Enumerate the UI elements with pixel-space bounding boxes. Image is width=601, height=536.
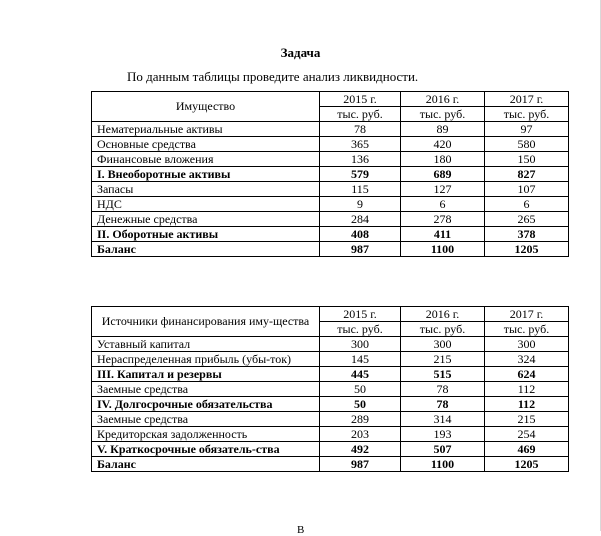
row-value: 1100 xyxy=(401,457,485,472)
unit-header: тыс. руб. xyxy=(401,322,485,337)
row-value: 284 xyxy=(320,212,401,227)
table-row xyxy=(92,122,569,137)
row-value: 411 xyxy=(401,227,485,242)
row-value: 827 xyxy=(485,167,569,182)
row-label: Уставный капитал xyxy=(92,337,320,352)
unit-header: тыс. руб. xyxy=(485,107,569,122)
row-value: 314 xyxy=(401,412,485,427)
row-value: 300 xyxy=(320,337,401,352)
year-header: 2017 г. xyxy=(485,307,569,322)
year-header: 2016 г. xyxy=(401,307,485,322)
row-value: 145 xyxy=(320,352,401,367)
row-label: Основные средства xyxy=(92,137,320,152)
row-label: Нематериальные активы xyxy=(92,122,320,137)
page-title: Задача xyxy=(280,45,321,60)
row-label: НДС xyxy=(92,197,320,212)
table-row xyxy=(92,337,569,352)
table-row xyxy=(92,442,569,457)
row-value: 115 xyxy=(320,182,401,197)
row-label: III. Капитал и резервы xyxy=(92,367,320,382)
table-row xyxy=(92,227,569,242)
row-value: 580 xyxy=(485,137,569,152)
row-label: V. Краткосрочные обязатель-ства xyxy=(92,442,320,457)
row-value: 492 xyxy=(320,442,401,457)
row-value: 408 xyxy=(320,227,401,242)
row-value: 515 xyxy=(401,367,485,382)
row-label: I. Внеоборотные активы xyxy=(92,167,320,182)
row-value: 136 xyxy=(320,152,401,167)
row-value: 1205 xyxy=(485,242,569,257)
row-value: 215 xyxy=(401,352,485,367)
unit-header: тыс. руб. xyxy=(320,107,401,122)
year-header: 2017 г. xyxy=(485,92,569,107)
row-value: 89 xyxy=(401,122,485,137)
row-label: Заемные средства xyxy=(92,382,320,397)
column-header-label: Имущество xyxy=(92,92,320,122)
table-row xyxy=(92,167,569,182)
row-value: 378 xyxy=(485,227,569,242)
row-value: 254 xyxy=(485,427,569,442)
year-header: 2015 г. xyxy=(320,92,401,107)
row-label: Баланс xyxy=(92,242,320,257)
year-header: 2016 г. xyxy=(401,92,485,107)
year-header: 2015 г. xyxy=(320,307,401,322)
row-value: 289 xyxy=(320,412,401,427)
row-value: 507 xyxy=(401,442,485,457)
row-label: Запасы xyxy=(92,182,320,197)
row-value: 150 xyxy=(485,152,569,167)
unit-header: тыс. руб. xyxy=(485,322,569,337)
liabilities-table xyxy=(91,306,569,472)
row-value: 78 xyxy=(401,397,485,412)
table-row xyxy=(92,382,569,397)
assets-table xyxy=(91,91,569,257)
row-value: 203 xyxy=(320,427,401,442)
row-value: 1205 xyxy=(485,457,569,472)
row-value: 112 xyxy=(485,382,569,397)
row-value: 300 xyxy=(401,337,485,352)
task-instruction: По данным таблицы проведите анализ ликвидности. xyxy=(127,69,419,84)
row-value: 579 xyxy=(320,167,401,182)
table-row xyxy=(92,457,569,472)
row-value: 624 xyxy=(485,367,569,382)
table-row xyxy=(92,427,569,442)
row-label: Кредиторская задолженность xyxy=(92,427,320,442)
row-label: Денежные средства xyxy=(92,212,320,227)
row-label: II. Оборотные активы xyxy=(92,227,320,242)
table-row xyxy=(92,197,569,212)
table-row xyxy=(92,137,569,152)
row-value: 50 xyxy=(320,382,401,397)
row-value: 107 xyxy=(485,182,569,197)
row-value: 78 xyxy=(401,382,485,397)
row-value: 50 xyxy=(320,397,401,412)
row-value: 215 xyxy=(485,412,569,427)
row-value: 469 xyxy=(485,442,569,457)
table-row xyxy=(92,212,569,227)
row-label: Баланс xyxy=(92,457,320,472)
row-label: Заемные средства xyxy=(92,412,320,427)
row-value: 78 xyxy=(320,122,401,137)
row-value: 6 xyxy=(401,197,485,212)
table-row xyxy=(92,152,569,167)
row-value: 365 xyxy=(320,137,401,152)
row-value: 6 xyxy=(485,197,569,212)
row-value: 112 xyxy=(485,397,569,412)
header-row xyxy=(92,92,569,107)
row-label: IV. Долгосрочные обязательства xyxy=(92,397,320,412)
row-value: 420 xyxy=(401,137,485,152)
row-value: 689 xyxy=(401,167,485,182)
row-value: 1100 xyxy=(401,242,485,257)
header-row xyxy=(92,307,569,322)
row-value: 193 xyxy=(401,427,485,442)
row-value: 265 xyxy=(485,212,569,227)
table-row xyxy=(92,412,569,427)
row-value: 324 xyxy=(485,352,569,367)
footer-text-fragment: В xyxy=(297,524,305,536)
table-row xyxy=(92,352,569,367)
unit-header: тыс. руб. xyxy=(401,107,485,122)
row-value: 97 xyxy=(485,122,569,137)
row-value: 278 xyxy=(401,212,485,227)
row-value: 987 xyxy=(320,242,401,257)
column-header-label: Источники финансирования иму-щества xyxy=(92,307,320,337)
row-label: Финансовые вложения xyxy=(92,152,320,167)
row-value: 9 xyxy=(320,197,401,212)
table-row xyxy=(92,397,569,412)
table-row xyxy=(92,367,569,382)
row-value: 300 xyxy=(485,337,569,352)
row-value: 180 xyxy=(401,152,485,167)
table-row xyxy=(92,182,569,197)
unit-header: тыс. руб. xyxy=(320,322,401,337)
row-value: 445 xyxy=(320,367,401,382)
table-row xyxy=(92,242,569,257)
row-value: 987 xyxy=(320,457,401,472)
row-label: Нераспределенная прибыль (убы-ток) xyxy=(92,352,320,367)
row-value: 127 xyxy=(401,182,485,197)
